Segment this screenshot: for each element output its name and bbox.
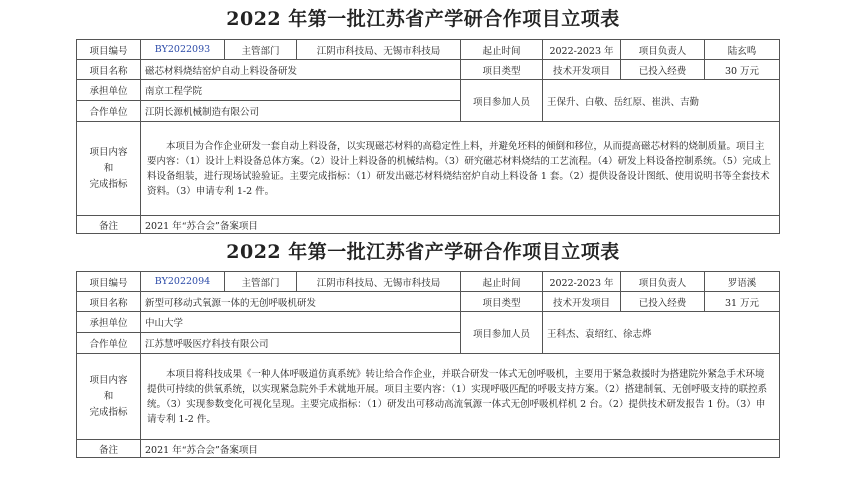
label-project-type: 项目类型 [461,292,543,312]
partner-value: 江苏慧呼吸医疗科技有限公司 [141,333,461,354]
dept-value: 江阴市科技局、无锡市科技局 [297,272,461,292]
project-table [76,39,780,234]
undertaker-value: 南京工程学院 [141,80,461,101]
lead-value: 陆玄鸣 [705,40,780,60]
dept-value: 江阴市科技局、无锡市科技局 [297,40,461,60]
lead-value: 罗语溪 [705,272,780,292]
remark-value: 2021 年“苏合会”备案项目 [141,216,780,234]
partner-value: 江阴长源机械制造有限公司 [141,101,461,122]
label-project-name: 项目名称 [77,60,141,80]
label-participants: 项目参加人员 [461,80,543,122]
label-project-type: 项目类型 [461,60,543,80]
label-funding: 已投入经费 [621,60,705,80]
project-id: BY2022094 [141,272,225,292]
label-content-line2: 和 [103,162,114,174]
label-content-line1: 项目内容 [89,146,128,158]
label-participants: 项目参加人员 [461,312,543,354]
label-content [77,354,141,440]
form-title: 2022 年第一批江苏省产学研合作项目立项表 [226,241,620,263]
label-remark: 备注 [77,440,141,458]
label-lead: 项目负责人 [621,272,705,292]
project-type: 技术开发项目 [543,292,621,312]
undertaker-value: 中山大学 [141,312,461,333]
remark-value: 2021 年“苏合会”备案项目 [141,440,780,458]
content-text: 本项目为合作企业研发一套自动上料设备，以实现磁芯材料的高稳定性上料，并避免坯料的倾倒和移位，从而提高磁芯材料的烧制质量。项目主要内容：（1）设计上料设备总体方案。（2）设计上料设备的机械结构。（3）研究磁芯材料烧结的工艺流程。（4）研发上料设备控制系统。（5）完成上料设备组装，进行现场试验验证。主要完成指标：（1）研发出磁芯材料烧结窑炉自动上料设备 1 套。（2）提供设备设计图纸、使用说明书等全套技术资料。（3）申请专利 1-2 件。 [141,122,780,216]
period-value: 2022-2023 年 [543,40,621,60]
project-id: BY2022093 [141,40,225,60]
label-content-line2: 和 [103,390,114,402]
label-project-id: 项目编号 [77,40,141,60]
label-period: 起止时间 [461,40,543,60]
label-partner: 合作单位 [77,333,141,354]
label-project-name: 项目名称 [77,292,141,312]
label-period: 起止时间 [461,272,543,292]
funding-value: 30 万元 [705,60,780,80]
participants-value: 王保升、白敬、岳红原、崔洪、吉勤 [543,80,780,122]
project-name: 新型可移动式氧源一体的无创呼吸机研发 [141,292,461,312]
label-dept: 主管部门 [225,272,297,292]
label-dept: 主管部门 [225,40,297,60]
label-content-line1: 项目内容 [89,374,128,386]
label-undertaker: 承担单位 [77,312,141,333]
project-table [76,271,780,458]
label-funding: 已投入经费 [621,292,705,312]
label-project-id: 项目编号 [77,272,141,292]
project-type: 技术开发项目 [543,60,621,80]
label-remark: 备注 [77,216,141,234]
label-content-line3: 完成指标 [89,178,128,190]
label-lead: 项目负责人 [621,40,705,60]
label-undertaker: 承担单位 [77,80,141,101]
participants-value: 王科杰、袁绍红、徐志烨 [543,312,780,354]
funding-value: 31 万元 [705,292,780,312]
period-value: 2022-2023 年 [543,272,621,292]
form-title: 2022 年第一批江苏省产学研合作项目立项表 [226,8,620,30]
label-content-line3: 完成指标 [89,406,128,418]
label-partner: 合作单位 [77,101,141,122]
project-name: 磁芯材料烧结窑炉自动上料设备研发 [141,60,461,80]
label-content [77,122,141,216]
content-text: 本项目将科技成果《一种人体呼吸道仿真系统》转让给合作企业，并联合研发一体式无创呼吸机，主要用于紧急救援时为搭建院外紧急手术环境提供可持续的供氧系统，以实现紧急院外手术就地开展。项目主要内容：（1）实现呼吸匹配的呼吸支持方案。（2）搭建制氧、无创呼吸支持的联控系统。（3）实现参数变化可视化呈现。主要完成指标：（1）研发出可移动高流氧源一体式无创呼吸机样机 2 台。（2）提供技术研发报告 1 份。（3）申请专利 1-2 件。 [141,354,780,440]
